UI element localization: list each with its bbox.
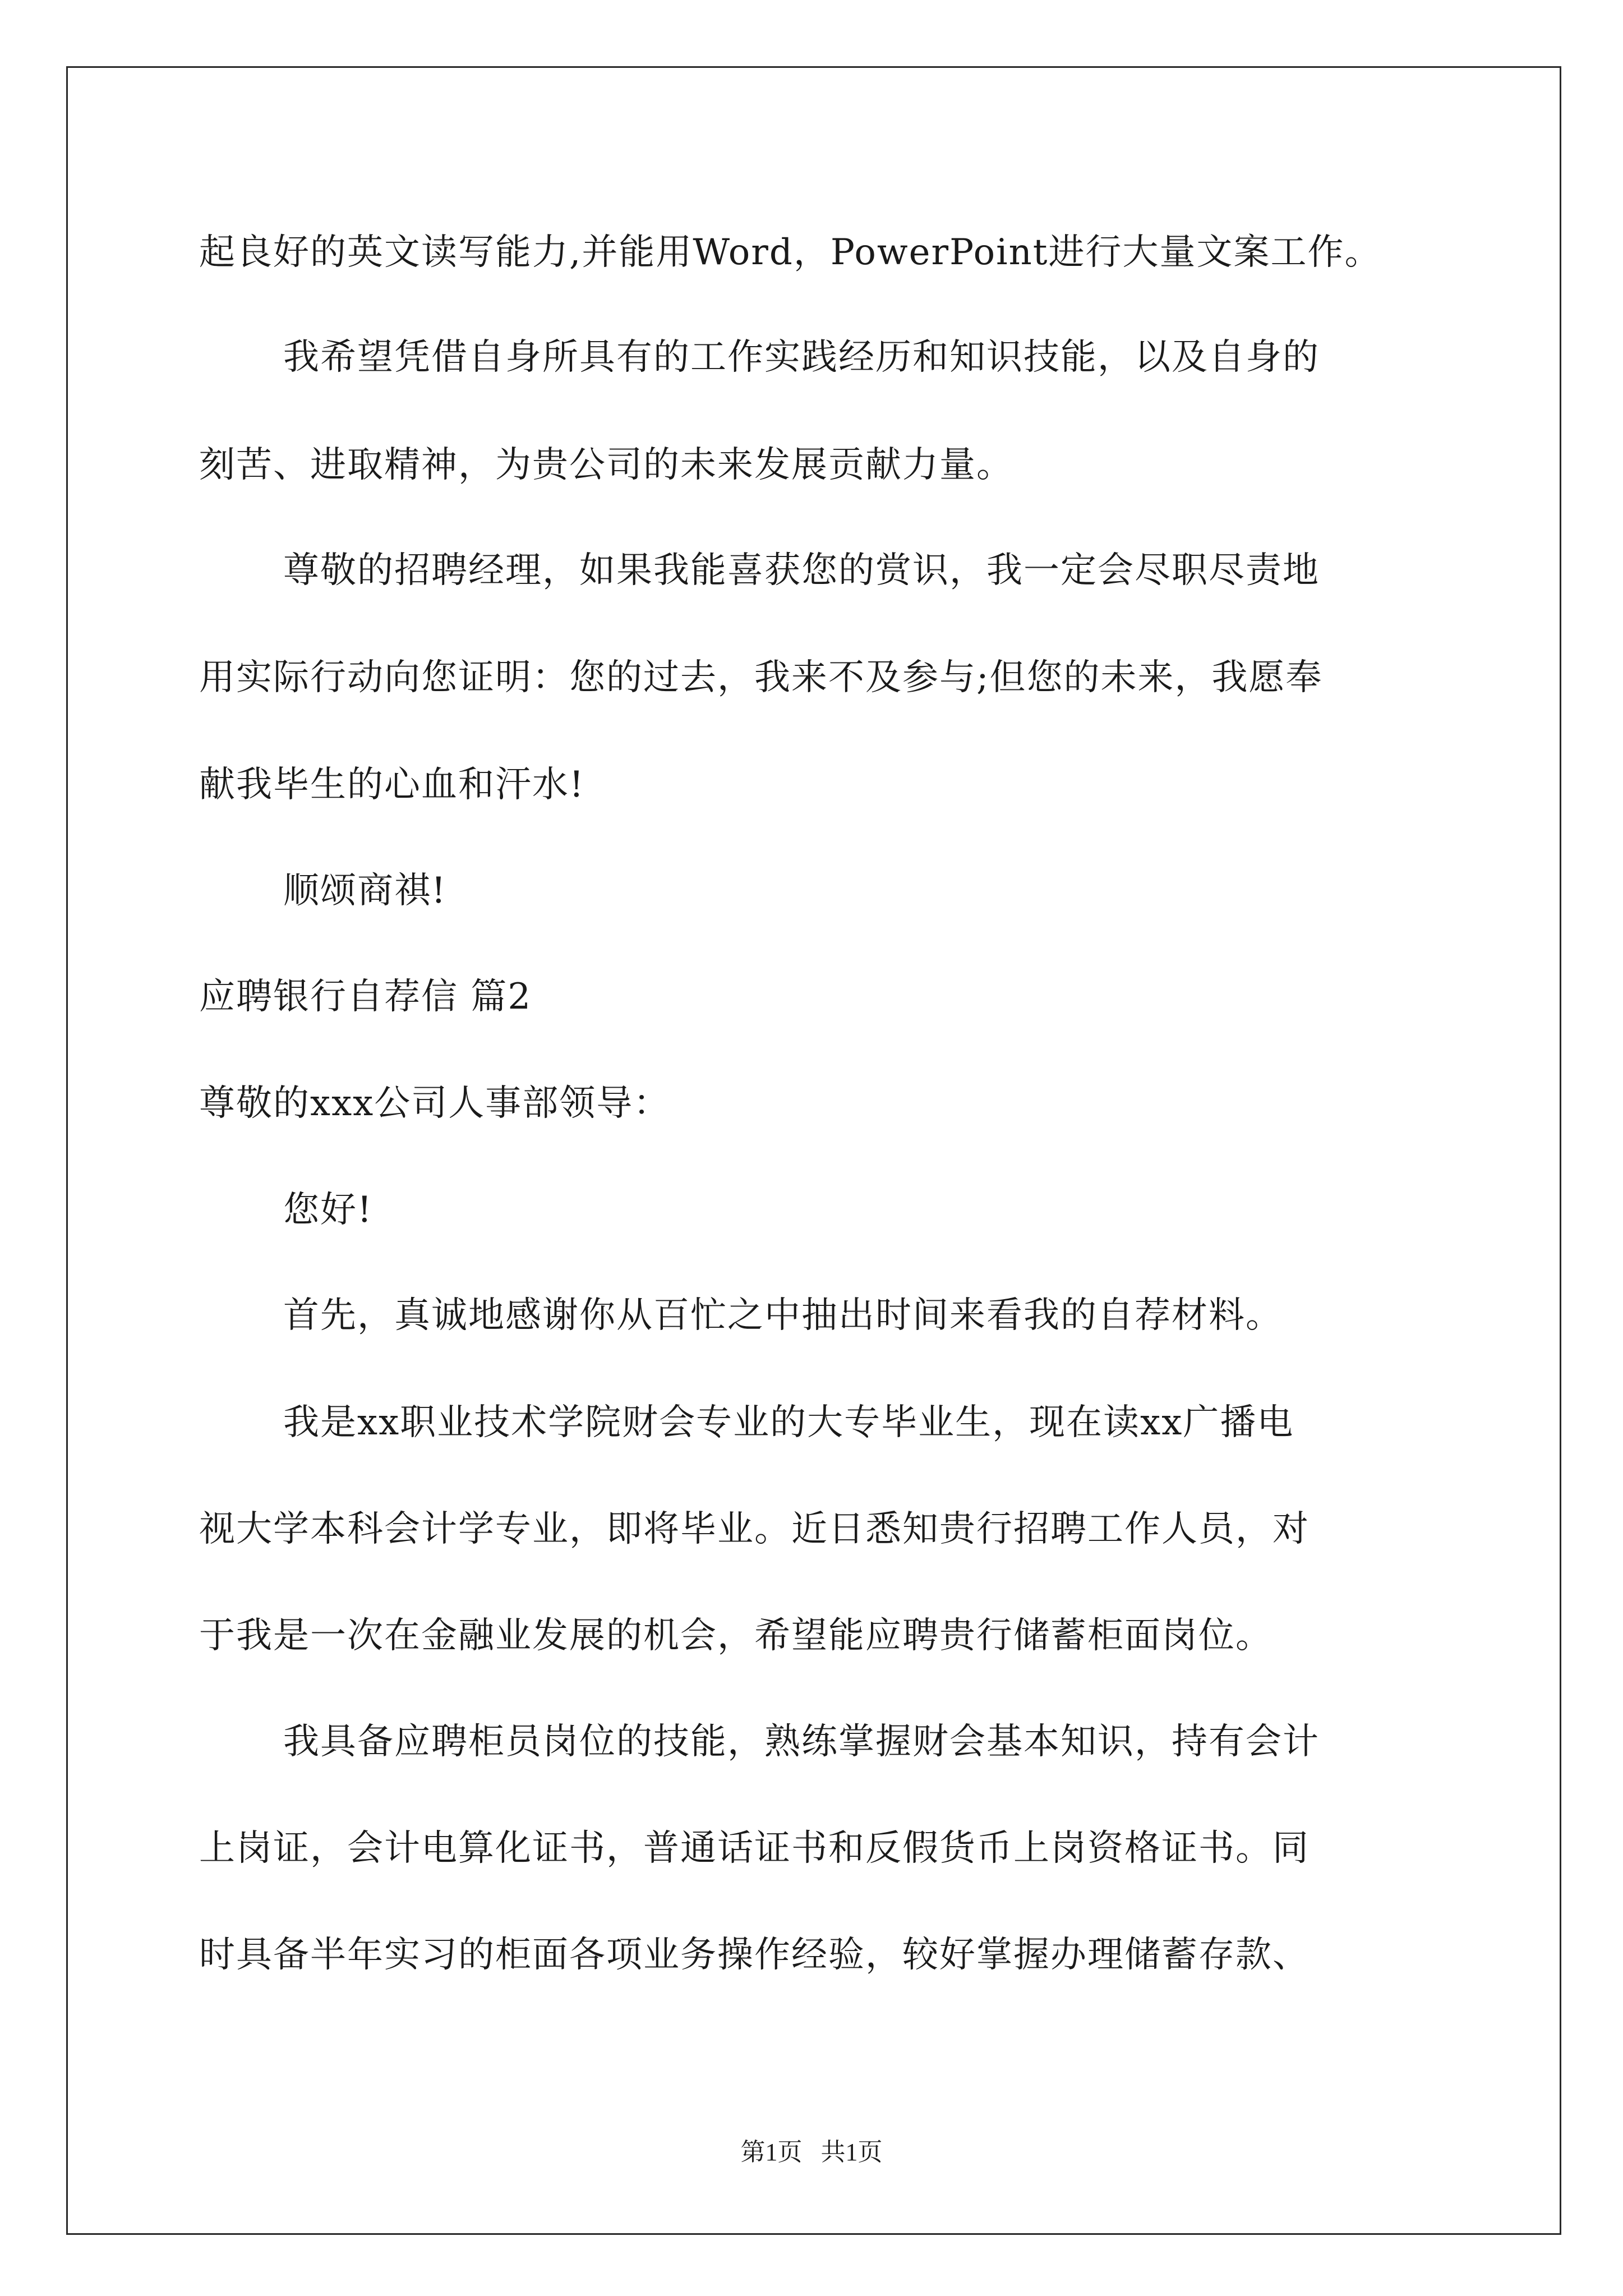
- paragraph-line: 刻苦、进取精神，为贵公司的未来发展贡献力量。: [199, 444, 1013, 486]
- paragraph-line: 于我是一次在金融业发展的机会，希望能应聘贵行储蓄柜面岗位。: [199, 1615, 1272, 1657]
- greeting: 您好!: [283, 1189, 373, 1231]
- paragraph-line: 首先，真诚地感谢你从百忙之中抽出时间来看我的自荐材料。: [283, 1295, 1283, 1336]
- paragraph-line: 用实际行动向您证明：您的过去，我来不及参与;但您的未来，我愿奉: [199, 657, 1323, 698]
- closing-line: 顺颂商祺!: [283, 870, 447, 912]
- paragraph-line: 我具备应聘柜员岗位的技能，熟练掌握财会基本知识，持有会计: [283, 1721, 1320, 1763]
- paragraph-line: 尊敬的招聘经理，如果我能喜获您的赏识，我一定会尽职尽责地: [283, 550, 1320, 591]
- paragraph-line: 献我毕生的心血和汗水!: [199, 764, 585, 806]
- paragraph-line: 起良好的英文读写能力,并能用Word，PowerPoint进行大量文案工作。: [199, 232, 1382, 273]
- paragraph-line: 我希望凭借自身所具有的工作实践经历和知识技能，以及自身的: [283, 337, 1320, 378]
- page-number-footer: 第1页 共1页: [740, 2138, 883, 2166]
- paragraph-line: 时具备半年实习的柜面各项业务操作经验，较好掌握办理储蓄存款、: [199, 1934, 1310, 1976]
- section-heading: 应聘银行自荐信 篇2: [199, 976, 532, 1018]
- page-border: [66, 66, 1561, 2235]
- paragraph-line: 我是xx职业技术学院财会专业的大专毕业生，现在读xx广播电: [283, 1402, 1294, 1443]
- paragraph-line: 上岗证，会计电算化证书，普通话证书和反假货币上岗资格证书。同: [199, 1828, 1310, 1869]
- salutation: 尊敬的xxx公司人事部领导：: [199, 1083, 671, 1124]
- paragraph-line: 视大学本科会计学专业，即将毕业。近日悉知贵行招聘工作人员，对: [199, 1508, 1310, 1550]
